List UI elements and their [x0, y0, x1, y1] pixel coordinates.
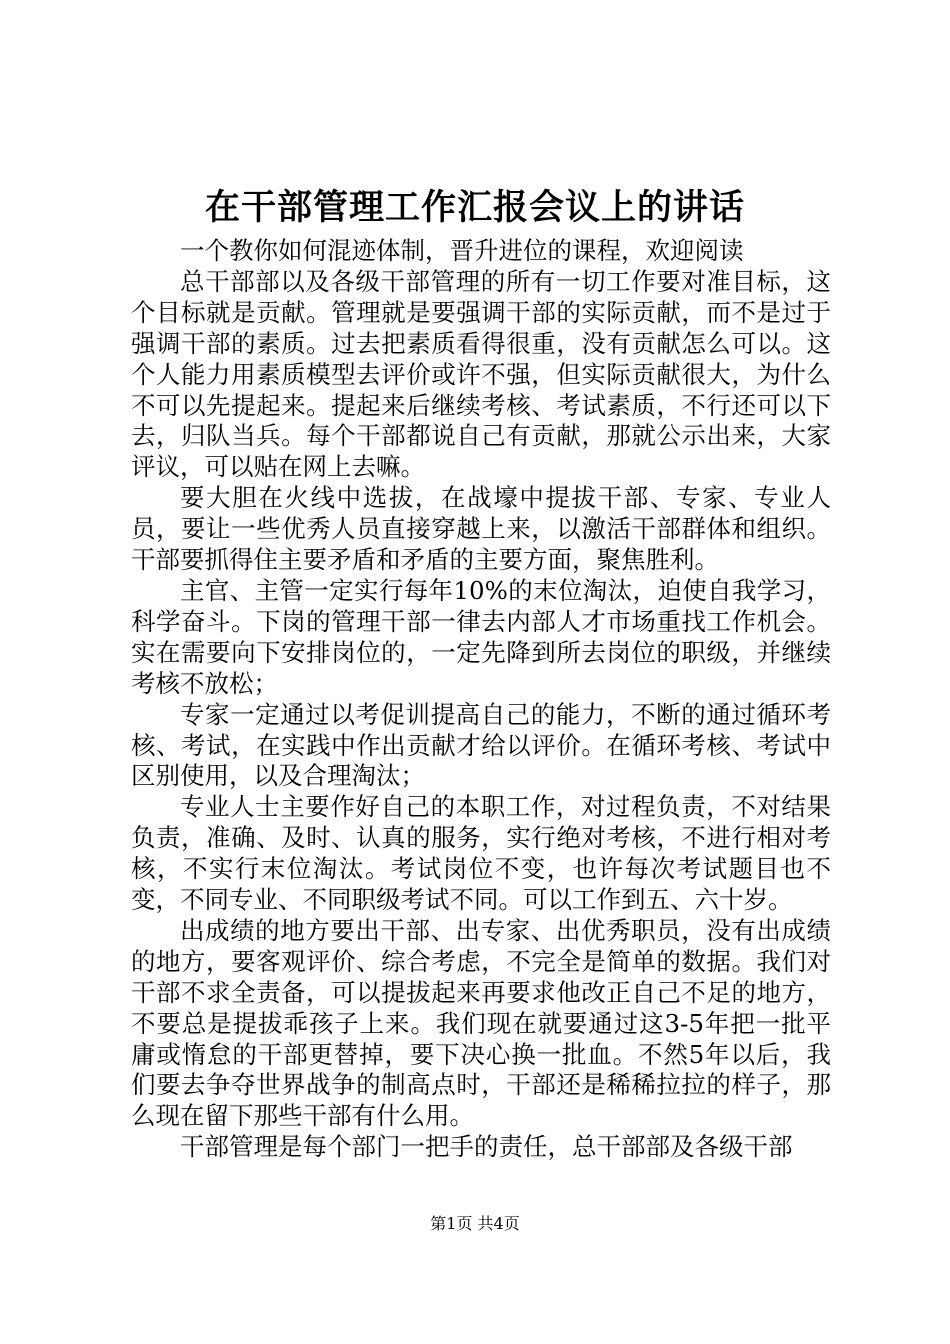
page-number-footer: 第1页 共4页 [430, 1214, 520, 1233]
paragraph: 一个教你如何混迹体制，晋升进位的课程，欢迎阅读 [180, 236, 744, 265]
document-body [131, 236, 831, 1163]
paragraph: 专业人士主要作好自己的本职工作，对过程负责，不对结果负责，准确、及时、认真的服务，实行绝对考核，不进行相对考核，不实行末位淘汰。考试岗位不变，也许每次考试题目也不变，不同专业、不同职级考试不同。可以工作到五、六十岁。 [131, 792, 831, 915]
paragraph: 专家一定通过以考促训提高自己的能力，不断的通过循环考核、考试，在实践中作出贡献才给以评价。在循环考核、考试中区别使用，以及合理淘汰； [131, 699, 831, 791]
paragraph: 出成绩的地方要出干部、出专家、出优秀职员，没有出成绩的地方，要客观评价、综合考虑，不完全是简单的数据。我们对干部不求全责备，可以提拔起来再要求他改正自己不足的地方，不要总是提拔乖孩子上来。我们现在就要通过这3-5年把一批平庸或惰怠的干部更替掉，要下决心换一批血。不然5年以后，我们要去争夺世界战争的制高点时，干部还是稀稀拉拉的样子，那么现在留下那些干部有什么用。 [131, 915, 831, 1131]
document-title: 在干部管理工作汇报会议上的讲话 [204, 187, 745, 228]
paragraph: 主官、主管一定实行每年10%的末位淘汰，迫使自我学习，科学奋斗。下岗的管理干部一律去内部人才市场重找工作机会。实在需要向下安排岗位的，一定先降到所去岗位的职级，并继续考核不放松； [131, 575, 831, 698]
paragraph: 干部管理是每个部门一把手的责任，总干部部及各级干部 [180, 1132, 793, 1162]
paragraph: 总干部部以及各级干部管理的所有一切工作要对准目标，这个目标就是贡献。管理就是要强调干部的实际贡献，而不是过于强调干部的素质。过去把素质看得很重，没有贡献怎么可以。这个人能力用素质模型去评价或许不强，但实际贡献很大，为什么不可以先提起来。提起来后继续考核、考试素质，不行还可以下去，归队当兵。每个干部都说自己有贡献，那就公示出来，大家评议，可以贴在网上去嘛。 [131, 266, 831, 482]
paragraph: 要大胆在火线中选拔，在战壕中提拔干部、专家、专业人员，要让一些优秀人员直接穿越上来，以激活干部群体和组织。干部要抓得住主要矛盾和矛盾的主要方面，聚焦胜利。 [131, 483, 831, 575]
